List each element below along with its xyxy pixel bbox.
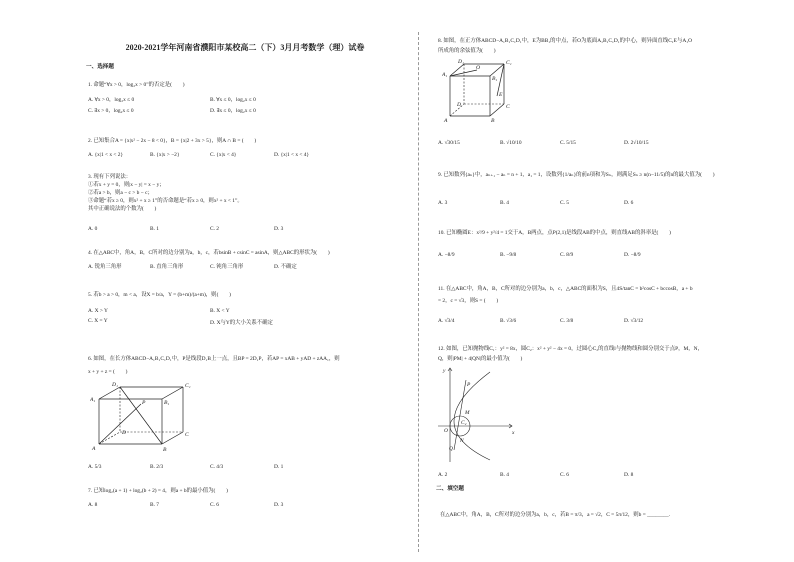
q8-label-d: D (457, 102, 462, 108)
q9-option-a: A. 3 (438, 200, 448, 206)
q3-option-b: B. 1 (150, 226, 159, 232)
q4-option-a: A. 锐角三角形 (88, 264, 122, 270)
q7-option-d: D. 3 (274, 502, 284, 508)
paper-title: 2020-2021学年河南省濮阳市某校高二（下）3月月考数学（理）试卷 (125, 43, 365, 52)
q7-option-b: B. 7 (150, 502, 159, 508)
q3-line-1: 3. 现有下列说法： (88, 174, 132, 180)
q8-cube-figure (442, 56, 518, 124)
q12-option-c: C. 6 (560, 472, 569, 478)
q12-option-b: B. 4 (500, 472, 509, 478)
q10-option-c: C. 8/9 (560, 252, 574, 258)
q3-line-3: ②若a > b，则a − c > b − c； (88, 190, 153, 196)
q5-option-d: D. X与Y的大小关系不确定 (210, 320, 273, 326)
q3-option-c: C. 2 (210, 226, 219, 232)
q5-stem: 5. 若b > a > 0，m < a，设X = b/a，Y = (b+m)/(a+m)，则( ) (88, 292, 231, 298)
q12-label-o: O (444, 428, 448, 434)
q8-label-o: O (476, 65, 481, 71)
q6-label-a: A (92, 446, 96, 452)
q2-option-a: A. {x|1 < x < 2} (88, 152, 124, 158)
q8-label-b1: B₁ (492, 76, 498, 82)
q12-label-n: N (460, 438, 464, 444)
q6-option-b: B. 2/3 (150, 464, 164, 470)
q6-option-c: C. 4/3 (210, 464, 224, 470)
q1-stem: 1. 命题“∀x > 0，log₂x > 0”的否定是( ) (88, 82, 185, 88)
q11-line-2: = 2，c = √3，则S = ( ) (438, 298, 499, 304)
q2-stem: 2. 已知集合A = {x|x² − 2x − 8 < 0}，B = {x|2 + 3x > 5}，则A ∩ B = ( ) (88, 138, 257, 144)
q8-option-b: B. √10/10 (500, 140, 522, 146)
q4-option-d: D. 不确定 (274, 264, 297, 270)
q12-label-p: P (467, 382, 471, 388)
q9-option-c: C. 5 (560, 200, 569, 206)
q10-option-b: B. −9/8 (500, 252, 517, 258)
q9-stem: 9. 已知数列{aₙ}中，aₙ₊₁ − aₙ = n + 1，a₁ = 1，设数列{1/aₙ}的前n项和为Sₙ，则满足Sₙ ≥ n(n−11/5)的n的最大值为( ) (438, 172, 715, 178)
q1-option-a: A. ∀x > 0，log₂x ≤ 0 (88, 97, 135, 103)
q4-option-b: B. 直角三角形 (150, 264, 184, 270)
q7-option-a: A. 8 (88, 502, 98, 508)
q3-line-4: ③命题“若x ≥ 0，则x² + x ≥ 1”的否命题是“若x ≥ 0，则x² + x < 1”。 (88, 198, 243, 204)
q8-label-b: B (491, 118, 495, 124)
q8-label-a: A (444, 118, 448, 124)
q6-label-a1: A₁ (90, 397, 96, 403)
q8-label-c1: C₁ (506, 60, 512, 66)
q13-stem: 在△ABC中，角A，B，C所对的边分别为a，b，c，若B = π/3，a = √2，C = 5π/12，则b = ________. (440, 512, 671, 518)
q2-option-c: C. {x|x < 4} (210, 152, 237, 158)
q3-option-d: D. 3 (274, 226, 284, 232)
q8-label-d1: D₁ (458, 59, 464, 65)
q10-option-a: A. −8/9 (438, 252, 455, 258)
q6-label-b: B (163, 447, 167, 453)
q1-option-b: B. ∀x ≤ 0，log₂x ≤ 0 (210, 97, 256, 103)
q12-label-m: M (465, 410, 470, 416)
q10-option-d: D. −8/9 (624, 252, 641, 258)
q3-option-a: A. 0 (88, 226, 98, 232)
q7-option-c: C. 6 (210, 502, 219, 508)
q6-label-c1: C₁ (185, 383, 191, 389)
q6-line-1: 6. 如图，在长方体ABCD−A₁B₁C₁D₁中，P是线段D₁B上一点，且BP = 2D₁P，若AP = xAB + yAD + zAA₁，则 (88, 356, 340, 362)
q12-label-c2: C₂ (461, 420, 467, 426)
q12-label-q: Q (449, 446, 453, 452)
q9-option-b: B. 4 (500, 200, 509, 206)
q11-line-1: 11. 在△ABC中，角A，B，C所对的边分别为a，b，c，△ABC的面积为S，且4S/tanC = b²cosC + bccosB，a + b (438, 286, 693, 292)
section-fill-heading: 二、填空题 (436, 486, 464, 492)
q12-label-y: y (443, 368, 446, 374)
q3-line-5: 其中正确说法的个数为( ) (88, 206, 157, 212)
q6-label-d1: D₁ (112, 382, 118, 388)
q8-label-a1: A₁ (442, 72, 448, 78)
q6-option-a: A. 5/3 (88, 464, 102, 470)
q4-option-c: C. 钝角三角形 (210, 264, 244, 270)
q10-stem: 10. 已知椭圆E：x²/9 + y²/4 = 1交于A，B两点，点P(2,1)是线段AB的中点，则直线AB的斜率是( ) (438, 230, 671, 236)
q1-option-c: C. ∃x > 0，log₂x ≤ 0 (88, 108, 134, 114)
q12-parabola-figure (436, 364, 522, 464)
q5-option-b: B. X < Y (210, 308, 230, 314)
q6-line-2: x + y + z = ( ) (88, 369, 128, 375)
q6-label-c: C (185, 432, 189, 438)
q11-option-b: B. √3/6 (500, 318, 517, 324)
column-divider (418, 32, 419, 552)
right-column (436, 0, 766, 562)
q6-label-d: D (122, 430, 127, 436)
q8-line-1: 8. 如图，在正方体ABCD−A₁B₁C₁D₁中，E为BB₁的中点，若O为底面A₁B₁C₁D₁的中心，则异面直线C₁E与A₁O (438, 38, 693, 44)
q6-label-p: P (142, 400, 146, 406)
q8-label-e: E (499, 92, 503, 98)
q6-label-b1: B₁ (164, 400, 170, 406)
section-choice-heading: 一、选择题 (86, 64, 114, 70)
q6-option-d: D. 1 (274, 464, 284, 470)
q8-option-a: A. √30/15 (438, 140, 460, 146)
q8-option-c: C. 5/15 (560, 140, 576, 146)
q8-label-c: C (506, 104, 510, 110)
left-column (86, 0, 404, 562)
q6-cuboid-figure (90, 378, 198, 456)
q5-option-a: A. X > Y (88, 308, 108, 314)
q12-label-x: x (512, 430, 515, 436)
q9-option-d: D. 6 (624, 200, 634, 206)
q8-line-2: 所成角的余弦值为( ) (438, 48, 496, 54)
q1-option-d: D. ∃x ≤ 0，log₂x ≤ 0 (210, 108, 256, 114)
q5-option-c: C. X = Y (88, 318, 108, 324)
q8-option-d: D. 2√10/15 (624, 140, 649, 146)
q12-option-a: A. 2 (438, 472, 448, 478)
q11-option-a: A. √3/4 (438, 318, 455, 324)
q2-option-b: B. {x|x > −2} (150, 152, 180, 158)
q11-option-d: D. √3/12 (624, 318, 644, 324)
q2-option-d: D. {x|1 < x < 4} (274, 152, 310, 158)
q12-option-d: D. 8 (624, 472, 634, 478)
q3-line-2: ①若x + y = 0，则|x − y| = x − y； (88, 182, 165, 188)
q12-line-2: Q，则|PM| + 4|QN|的最小值为( ) (438, 356, 523, 362)
q12-line-1: 12. 如图，已知抛物线C₁：y² = 8x，圆C₂：x² + y² − 4x = 0，过圆心C₂的直线l与抛物线和圆分别交于点P，M，N， (438, 346, 703, 352)
q4-stem: 4. 在△ABC中，角A，B，C所对的边分别为a，b，c，若bsinB + csinC = asinA，则△ABC的形状为( ) (88, 250, 330, 256)
q7-stem: 7. 已知log₂(a + 1) + log₂(b + 2) = 4，则a + b的最小值为( ) (88, 488, 228, 494)
q11-option-c: C. 3/8 (560, 318, 574, 324)
